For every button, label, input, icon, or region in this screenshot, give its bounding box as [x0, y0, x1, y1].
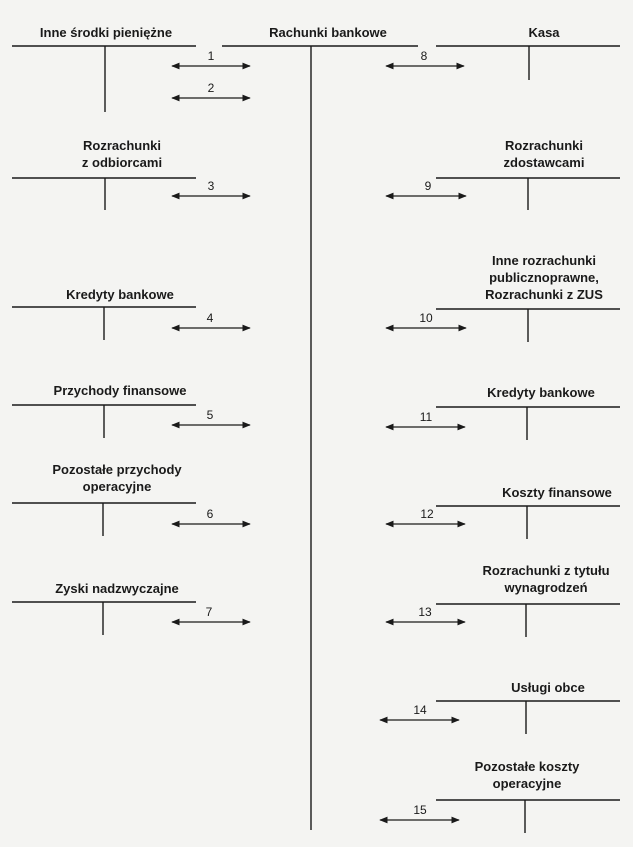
right-account-title	[528, 24, 559, 41]
left-account-title	[40, 24, 172, 41]
account-title-line: Inne rozrachunki	[491, 253, 597, 268]
right-account-title	[487, 384, 595, 401]
flow-number-3: 3	[207, 179, 215, 193]
flow-number-11: 11	[419, 410, 433, 424]
flow-number-4: 4	[206, 311, 214, 325]
account-title-line: operacyjne	[492, 776, 562, 791]
account-title-line: Zyski nadzwyczajne	[55, 581, 179, 596]
account-title-line: Usługi obce	[511, 680, 585, 695]
account-title-line: Kasa	[528, 25, 560, 40]
flow-number-15: 15	[413, 803, 427, 817]
account-title-line: publicznoprawne,	[489, 270, 599, 285]
central-account-title	[269, 24, 387, 41]
account-title-line: Kredyty bankowe	[66, 287, 174, 302]
flow-number-14: 14	[413, 703, 427, 717]
right-account-title	[475, 758, 580, 792]
account-title-line: Rozrachunki z tytułu	[482, 563, 610, 578]
right-account-title	[485, 252, 603, 303]
account-title-line: Przychody finansowe	[53, 383, 187, 398]
flow-number-5: 5	[206, 408, 214, 422]
account-title-line: operacyjne	[82, 479, 152, 494]
account-title-line: z odbiorcami	[81, 155, 163, 170]
account-title-line: zdostawcami	[503, 155, 585, 170]
right-account-title	[502, 484, 612, 501]
account-title-line: Rozrachunki z ZUS	[485, 287, 603, 302]
left-account-title	[82, 137, 162, 171]
account-title-line: Pozostałe koszty	[474, 759, 580, 774]
account-title-line: Kredyty bankowe	[487, 385, 595, 400]
account-title-line: wynagrodzeń	[504, 580, 588, 595]
flow-number-9: 9	[424, 179, 432, 193]
right-account-title	[504, 137, 585, 171]
flow-number-6: 6	[206, 507, 214, 521]
account-title-line: Pozostałe przychody	[52, 462, 182, 477]
account-title-line: Rozrachunki	[82, 138, 161, 153]
flow-number-8: 8	[420, 49, 428, 63]
flow-number-1: 1	[207, 49, 215, 63]
left-account-title	[55, 580, 179, 597]
left-account-title	[66, 286, 174, 303]
right-account-title	[511, 679, 585, 696]
left-account-title	[52, 461, 181, 495]
account-title-line: Rachunki bankowe	[269, 25, 387, 40]
flow-number-12: 12	[420, 507, 434, 521]
account-title-line: Koszty finansowe	[502, 485, 612, 500]
right-account-title	[482, 562, 609, 596]
account-title-line: Rozrachunki	[504, 138, 584, 153]
flow-number-13: 13	[418, 605, 432, 619]
flow-number-10: 10	[419, 311, 433, 325]
left-account-title	[54, 382, 187, 399]
flow-number-2: 2	[207, 81, 215, 95]
account-title-line: Inne środki pieniężne	[39, 25, 173, 40]
flow-number-7: 7	[205, 605, 213, 619]
